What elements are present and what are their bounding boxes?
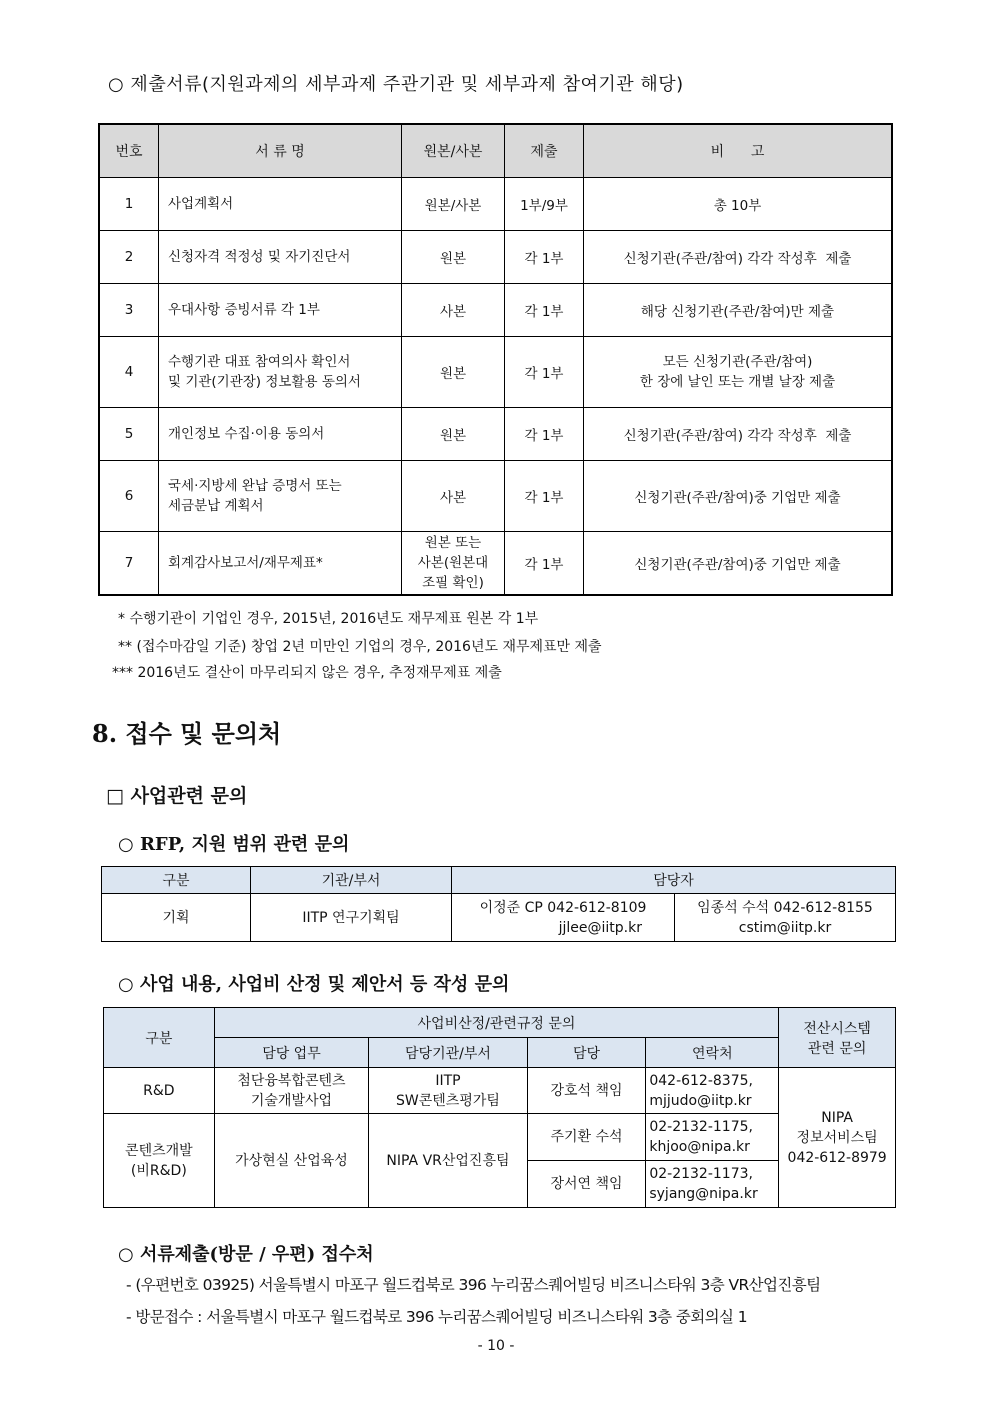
contact-email: cstim@iitp.kr xyxy=(738,919,832,936)
table-row xyxy=(99,178,892,231)
col-header-dept: 담당기관/부서 xyxy=(369,1038,528,1068)
task-cell xyxy=(214,1068,368,1114)
doc-count: 각 1부 xyxy=(505,408,584,461)
doc-note: 해당 신청기관(주관/참여)만 제출 xyxy=(584,284,893,337)
submission-heading: ○ 제출서류(지원과제의 세부과제 주관기관 및 세부과제 참여기관 해당) xyxy=(108,74,684,95)
system-contact-cell xyxy=(779,1068,896,1208)
table-row xyxy=(104,1068,896,1114)
doc-type-line: 사본(원본대 xyxy=(417,554,489,571)
col-header-submit: 제출 xyxy=(505,124,584,178)
dept-cell: IITP 연구기획팀 xyxy=(251,894,452,942)
doc-note-line: 한 장에 날인 또는 개별 날장 제출 xyxy=(639,374,836,390)
row-number: 6 xyxy=(99,461,159,532)
section-title: 8. 접수 및 문의처 xyxy=(92,719,282,748)
table-row xyxy=(99,231,892,284)
table-row xyxy=(102,894,896,942)
doc-note: 총 10부 xyxy=(584,178,893,231)
doc-note: 신청기관(주관/참여)중 기업만 제출 xyxy=(584,532,893,595)
contact-line: 02-2132-1173, xyxy=(649,1166,753,1182)
doc-name: 개인정보 수집·이용 동의서 xyxy=(159,408,402,461)
col-header-group: 사업비산정/관련규정 문의 xyxy=(214,1008,779,1038)
table-row xyxy=(99,284,892,337)
table-row xyxy=(99,461,892,532)
col-header-number: 번호 xyxy=(99,124,159,178)
doc-name xyxy=(159,461,402,532)
contact-cell xyxy=(452,894,675,942)
receipt-item-mail: - (우편번호 03925) 서울특별시 마포구 월드컵북로 396 누리꿈스퀘어빌딩 비즈니스타워 3층 VR산업진흥팀 xyxy=(126,1276,821,1294)
contact-email: jjlee@iitp.kr xyxy=(558,919,642,936)
col-header-dept: 기관/부서 xyxy=(251,867,452,894)
category-line: (비R&D) xyxy=(130,1162,187,1179)
doc-name-line: 수행기관 대표 참여의사 확인서 xyxy=(168,354,351,370)
category-line: 콘텐츠개발 xyxy=(125,1142,193,1159)
rfp-contact-table xyxy=(101,866,896,942)
col-header-contact: 연락처 xyxy=(646,1038,779,1068)
row-number: 4 xyxy=(99,337,159,408)
doc-count: 각 1부 xyxy=(505,532,584,595)
person-cell: 장서연 책임 xyxy=(527,1161,646,1208)
contact-line: 042-612-8375, xyxy=(649,1072,753,1089)
doc-type-line: 조필 확인) xyxy=(422,574,484,591)
table-row xyxy=(99,532,892,595)
doc-note: 신청기관(주관/참여)중 기업만 제출 xyxy=(584,461,893,532)
doc-type: 원본 xyxy=(402,231,505,284)
contact-cell xyxy=(646,1114,779,1161)
dept-line: IITP xyxy=(435,1072,461,1089)
doc-name-line: 국세·지방세 완납 증명서 또는 xyxy=(168,478,342,494)
task-cell: 가상현실 산업육성 xyxy=(214,1114,368,1208)
footnote: * 수행기관이 기업인 경우, 2015년, 2016년도 재무제표 원본 각 1부 xyxy=(118,611,539,627)
doc-name: 우대사항 증빙서류 각 1부 xyxy=(159,284,402,337)
doc-type: 원본/사본 xyxy=(402,178,505,231)
row-number: 5 xyxy=(99,408,159,461)
system-line: 042-612-8979 xyxy=(787,1149,887,1166)
doc-count: 각 1부 xyxy=(505,231,584,284)
doc-note xyxy=(584,337,893,408)
doc-count: 각 1부 xyxy=(505,337,584,408)
rfp-heading: ○ RFP, 지원 범위 관련 문의 xyxy=(118,834,350,855)
col-header-orig-copy: 원본/사본 xyxy=(402,124,505,178)
doc-name: 회계감사보고서/재무제표* xyxy=(159,532,402,595)
dept-cell: NIPA VR산업진흥팀 xyxy=(369,1114,528,1208)
doc-count: 각 1부 xyxy=(505,284,584,337)
col-header-remarks: 비 고 xyxy=(584,124,893,178)
col-header-contact: 담당자 xyxy=(452,867,896,894)
doc-type-line: 원본 또는 xyxy=(424,534,482,551)
col-header-doc-name: 서 류 명 xyxy=(159,124,402,178)
system-line: NIPA xyxy=(821,1109,853,1126)
contact-line: 이정준 CP 042-612-8109 xyxy=(479,899,647,916)
person-cell: 강호석 책임 xyxy=(527,1068,646,1114)
row-number: 7 xyxy=(99,532,159,595)
business-inquiry-heading: □ 사업관련 문의 xyxy=(106,785,248,807)
category-cell: 기획 xyxy=(102,894,251,942)
contact-email: syjang@nipa.kr xyxy=(649,1186,758,1202)
doc-note-line: 모든 신청기관(주관/참여) xyxy=(662,354,813,370)
doc-type: 사본 xyxy=(402,461,505,532)
col-header-category: 구분 xyxy=(102,867,251,894)
task-line: 기술개발사업 xyxy=(250,1092,333,1109)
contact-email: khjoo@nipa.kr xyxy=(649,1139,750,1155)
table-row xyxy=(99,408,892,461)
receipt-heading: ○ 서류제출(방문 / 우편) 접수처 xyxy=(118,1244,374,1265)
doc-type: 원본 xyxy=(402,408,505,461)
doc-name-line: 및 기관(기관장) 정보활용 동의서 xyxy=(168,374,361,390)
person-cell: 주기환 수석 xyxy=(527,1114,646,1161)
row-number: 1 xyxy=(99,178,159,231)
header-line: 관련 문의 xyxy=(807,1040,867,1057)
category-cell xyxy=(104,1114,215,1208)
system-line: 정보서비스팀 xyxy=(796,1129,878,1146)
footnote: ** (접수마감일 기준) 창업 2년 미만인 기업의 경우, 2016년도 재무제표만 제출 xyxy=(118,639,602,655)
row-number: 3 xyxy=(99,284,159,337)
contact-cell xyxy=(646,1068,779,1114)
contact-cell xyxy=(675,894,896,942)
category-cell: R&D xyxy=(104,1068,215,1114)
doc-count: 1부/9부 xyxy=(505,178,584,231)
contact-cell xyxy=(646,1161,779,1208)
doc-note: 신청기관(주관/참여) 각각 작성후 제출 xyxy=(584,408,893,461)
col-header-category: 구분 xyxy=(104,1008,215,1068)
dept-line: SW콘텐츠평가팀 xyxy=(396,1092,500,1109)
contact-email: mjjudo@iitp.kr xyxy=(649,1092,752,1109)
col-header-task: 담당 업무 xyxy=(214,1038,368,1068)
contact-line: 임종석 수석 042-612-8155 xyxy=(697,899,873,916)
footnote: *** 2016년도 결산이 마무리되지 않은 경우, 추정재무제표 제출 xyxy=(112,665,502,681)
doc-name xyxy=(159,337,402,408)
doc-count: 각 1부 xyxy=(505,461,584,532)
receipt-item-visit: - 방문접수 : 서울특별시 마포구 월드컵북로 396 누리꿈스퀘어빌딩 비즈니스타워 3층 중회의실 1 xyxy=(126,1308,747,1326)
dept-cell xyxy=(369,1068,528,1114)
doc-name-line: 세금분납 계획서 xyxy=(168,498,264,514)
documents-table xyxy=(98,123,893,596)
row-number: 2 xyxy=(99,231,159,284)
doc-name: 사업계획서 xyxy=(159,178,402,231)
doc-name: 신청자격 적정성 및 자기진단서 xyxy=(159,231,402,284)
doc-type xyxy=(402,532,505,595)
doc-note: 신청기관(주관/참여) 각각 작성후 제출 xyxy=(584,231,893,284)
col-header-system xyxy=(779,1008,896,1068)
doc-type: 사본 xyxy=(402,284,505,337)
header-line: 전산시스템 xyxy=(803,1020,871,1037)
contact-line: 02-2132-1175, xyxy=(649,1119,753,1135)
table-row xyxy=(104,1114,896,1161)
page-number: - 10 - xyxy=(477,1338,515,1354)
business-contact-table xyxy=(103,1007,896,1208)
table-header-row xyxy=(99,124,892,178)
table-row xyxy=(99,337,892,408)
col-header-person: 담당 xyxy=(527,1038,646,1068)
business-content-heading: ○ 사업 내용, 사업비 산정 및 제안서 등 작성 문의 xyxy=(118,974,510,995)
doc-type: 원본 xyxy=(402,337,505,408)
task-line: 첨단융복합콘텐츠 xyxy=(237,1072,346,1089)
